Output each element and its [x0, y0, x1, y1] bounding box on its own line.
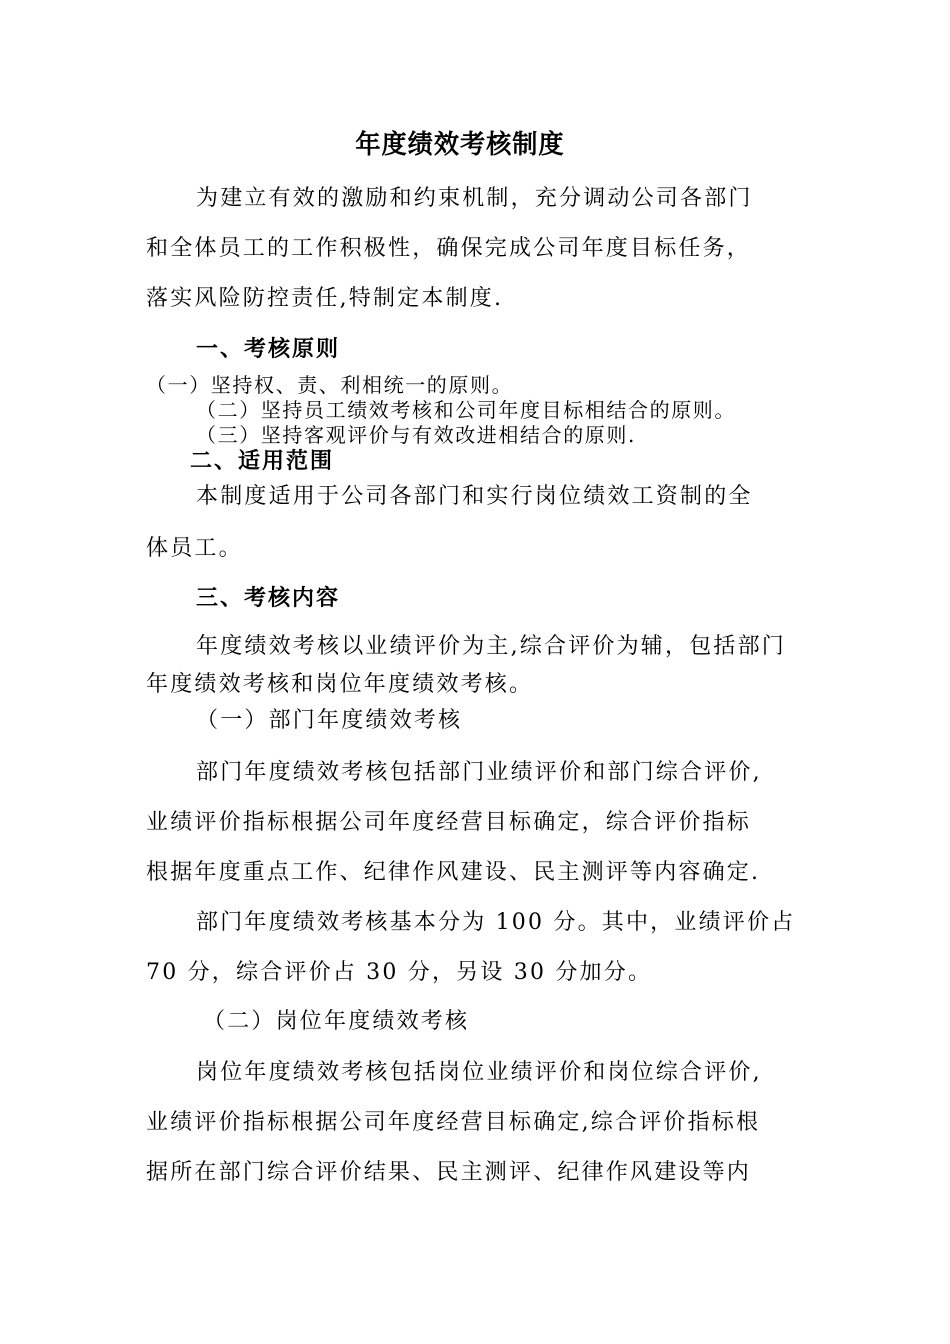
section-3-heading: 三、考核内容 [196, 585, 341, 611]
content-intro-line-1: 年度绩效考核以业绩评价为主,综合评价为辅，包括部门 [196, 634, 786, 659]
dept-para1-line-3: 根据年度重点工作、纪律作风建设、民主测评等内容确定. [146, 860, 761, 885]
principle-item-2: （二）坚持员工绩效考核和公司年度目标相结合的原则。 [196, 398, 736, 422]
intro-line-3: 落实风险防控责任,特制定本制度. [146, 286, 504, 311]
section-2-heading: 二、适用范围 [190, 448, 335, 474]
subsection-2-heading: （二）岗位年度绩效考核 [203, 1009, 470, 1034]
dept-para2-line-1: 部门年度绩效考核基本分为 100 分。其中，业绩评价占 [196, 910, 796, 935]
content-intro-line-2: 年度绩效考核和岗位年度绩效考核。 [146, 672, 534, 697]
principle-item-1: （一）坚持权、责、利相统一的原则。 [146, 373, 514, 397]
scope-line-1: 本制度适用于公司各部门和实行岗位绩效工资制的全 [196, 484, 753, 509]
principle-item-3: （三）坚持客观评价与有效改进相结合的原则. [196, 423, 636, 447]
dept-para1-line-1: 部门年度绩效考核包括部门业绩评价和部门综合评价, [196, 760, 762, 785]
subsection-1-heading: （一）部门年度绩效考核 [196, 708, 463, 733]
intro-line-2: 和全体员工的工作积极性，确保完成公司年度目标任务， [146, 236, 752, 261]
post-para1-line-2: 业绩评价指标根据公司年度经营目标确定,综合评价指标根 [146, 1110, 761, 1135]
post-para1-line-3: 据所在部门综合评价结果、民主测评、纪律作风建设等内 [146, 1160, 752, 1185]
section-1-heading: 一、考核原则 [196, 336, 341, 362]
intro-line-1: 为建立有效的激励和约束机制，充分调动公司各部门 [196, 186, 753, 211]
dept-para2-line-2: 70 分，综合评价占 30 分，另设 30 分加分。 [146, 960, 653, 985]
dept-para1-line-2: 业绩评价指标根据公司年度经营目标确定，综合评价指标 [146, 810, 752, 835]
scope-line-2: 体员工。 [146, 536, 243, 561]
document-title: 年度绩效考核制度 [355, 130, 565, 160]
post-para1-line-1: 岗位年度绩效考核包括岗位业绩评价和岗位综合评价, [196, 1060, 762, 1085]
